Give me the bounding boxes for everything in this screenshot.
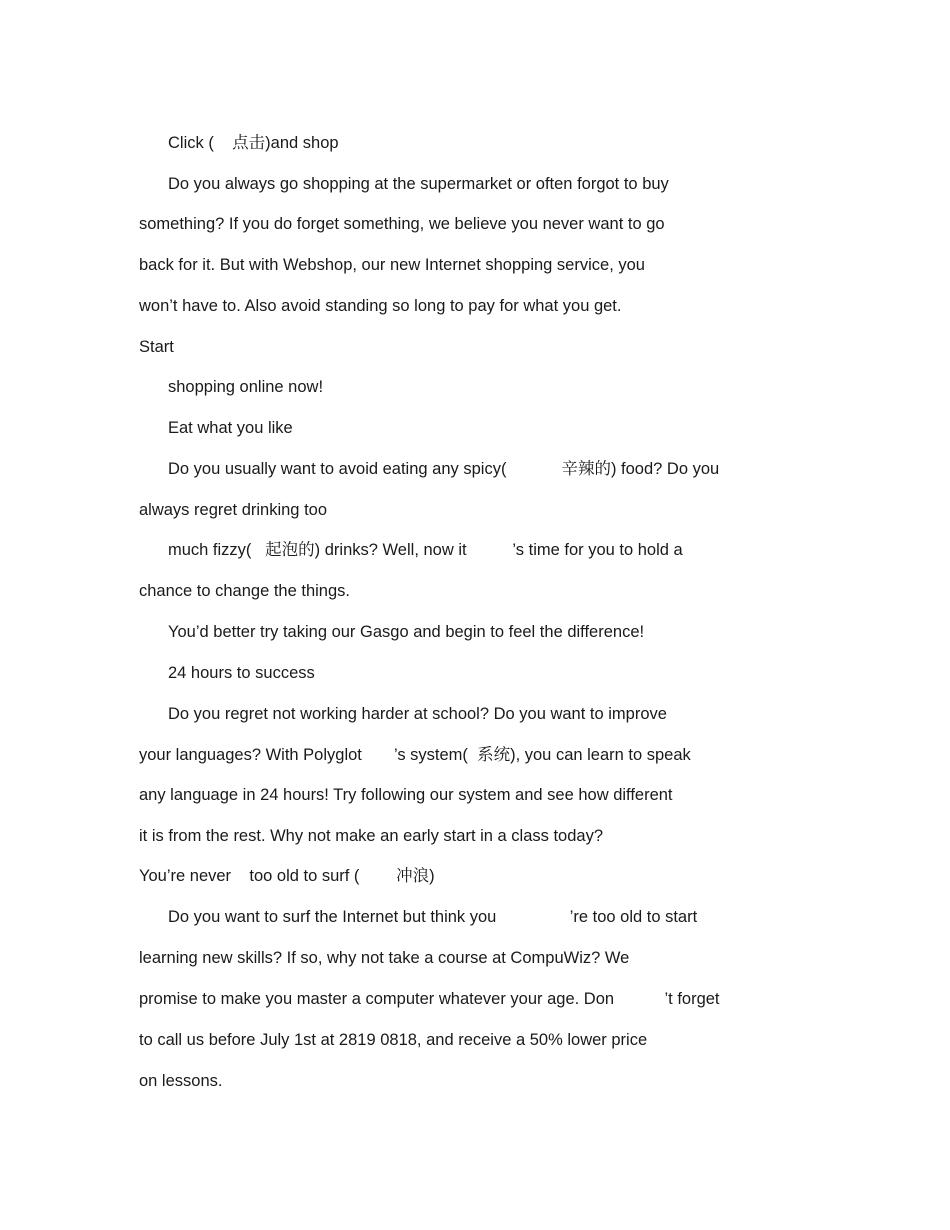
paragraph-line: won’t have to. Also avoid standing so long to pay for what you get. — [139, 297, 622, 315]
paragraph-line: back for it. But with Webshop, our new Internet shopping service, you — [139, 256, 645, 274]
paragraph-line: You’d better try taking our Gasgo and begin to feel the difference! — [168, 623, 645, 641]
paragraph-line: any language in 24 hours! Try following our system and see how different — [139, 786, 673, 804]
paragraph-line: on lessons. — [139, 1072, 223, 1090]
paragraph-line: Start — [139, 338, 174, 356]
paragraph-line: Do you regret not working harder at school? Do you want to improve — [168, 705, 667, 723]
paragraph-line: chance to change the things. — [139, 582, 350, 600]
paragraph-line: shopping online now! — [168, 378, 324, 396]
paragraph-line: Do you always go shopping at the supermarket or often forgot to buy — [168, 175, 669, 193]
paragraph-line: much fizzy( 起泡的) drinks? Well, now it ’s time for you to hold a — [168, 541, 683, 559]
paragraph-line: Do you want to surf the Internet but think you ’re too old to start — [168, 908, 698, 926]
paragraph-line: your languages? With Polyglot ’s system( 系统), you can learn to speak — [139, 746, 691, 764]
paragraph-line: Do you usually want to avoid eating any spicy( 辛辣的) food? Do you — [168, 460, 720, 478]
paragraph-line: learning new skills? If so, why not take a course at CompuWiz? We — [139, 949, 630, 967]
heading-never-too-old: You’re never too old to surf ( 冲浪) — [139, 867, 435, 885]
paragraph-line: always regret drinking too — [139, 501, 328, 519]
paragraph-line: it is from the rest. Why not make an early start in a class today? — [139, 827, 604, 845]
heading-eat-what-you-like: Eat what you like — [168, 419, 293, 437]
heading-click-and-shop: Click ( 点击)and shop — [168, 134, 339, 152]
heading-24-hours-to-success: 24 hours to success — [168, 664, 315, 682]
paragraph-line: promise to make you master a computer whatever your age. Don ’t forget — [139, 990, 720, 1008]
paragraph-line: to call us before July 1st at 2819 0818, and receive a 50% lower price — [139, 1031, 648, 1049]
paragraph-line: something? If you do forget something, we believe you never want to go — [139, 215, 665, 233]
